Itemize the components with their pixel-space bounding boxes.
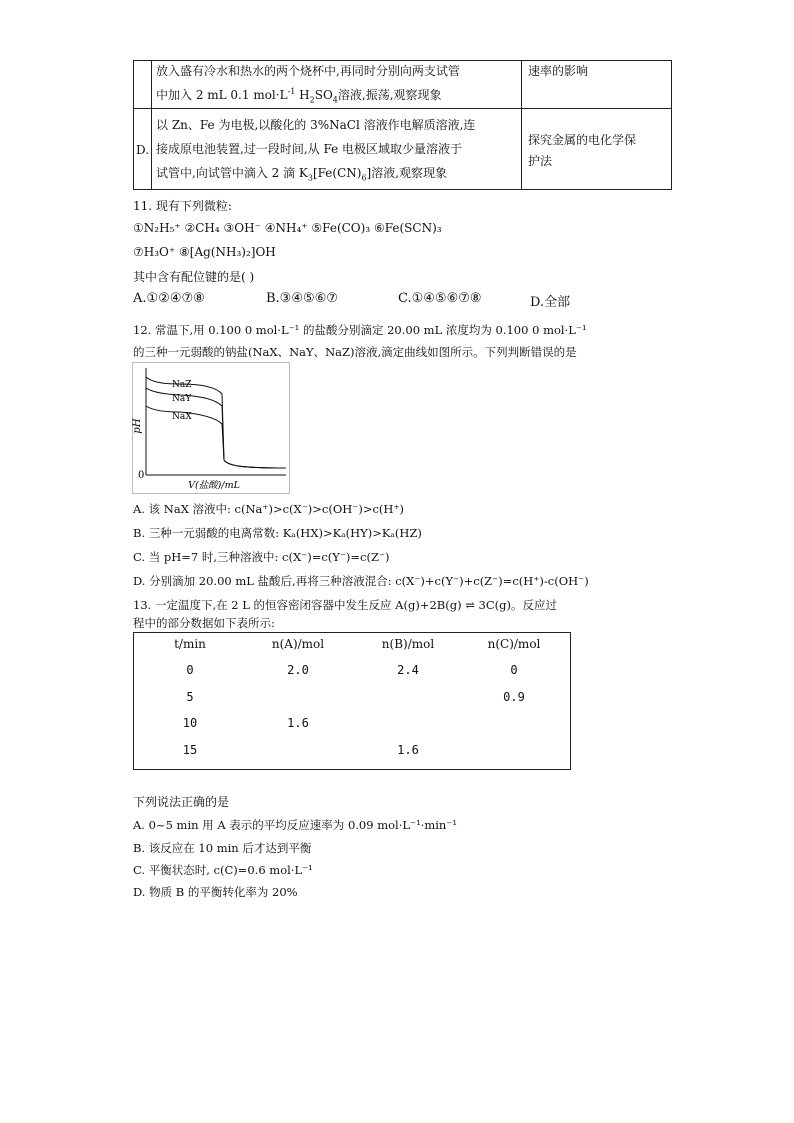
- q13-question: 下列说法正确的是: [133, 795, 230, 809]
- series-label-nax: NaX: [172, 412, 192, 422]
- nay-curve: [146, 388, 286, 468]
- y-axis-label: pH: [132, 418, 143, 434]
- series-label-nay: NaY: [172, 394, 192, 404]
- chart-border: [133, 363, 290, 494]
- titration-chart: [132, 362, 290, 494]
- q13-stem-1: 13. 一定温度下,在 2 L 的恒容密闭容器中发生反应 A(g)+2B(g) ⇌ 3C(g)。反应过: [133, 598, 557, 612]
- q11-question: 其中含有配位键的是( ): [133, 270, 255, 284]
- q13-option-a: A. 0~5 min 用 A 表示的平均反应速率为 0.09 mol·L⁻¹·min⁻¹: [133, 818, 458, 832]
- table-col-divider-1: [151, 60, 152, 189]
- table-cell: 1.6: [397, 743, 419, 757]
- row-c-purpose: 速率的影响: [528, 64, 589, 78]
- q12-option-d: D. 分别滴加 20.00 mL 盐酸后,再将三种溶液混合: c(X⁻)+c(Y⁻)+c(Z⁻)=c(H⁺)-c(OH⁻): [133, 574, 589, 588]
- row-d-line3: 试管中,向试管中滴入 2 滴 $K_3[Fe(CN)_6]$溶液,观察现象: [156, 166, 448, 183]
- nax-curve: [146, 406, 286, 468]
- q13-option-c: C. 平衡状态时, c(C)=0.6 mol·L⁻¹: [133, 863, 313, 877]
- table-cell: 0: [510, 663, 518, 677]
- q11-option-a: A.①②④⑦⑧: [133, 291, 205, 306]
- table-col-divider-2: [521, 60, 522, 189]
- x-axis-label: V(盐酸)/mL: [188, 480, 240, 491]
- row-d-line2: 接成原电池装置,过一段时间,从 Fe 电极区域取少量溶液于: [156, 142, 463, 156]
- row-d-label: D.: [136, 143, 150, 157]
- q13-option-d: D. 物质 B 的平衡转化率为 20%: [133, 885, 298, 899]
- row-d-purpose-1: 探究金属的电化学保: [528, 133, 637, 147]
- q13-option-b: B. 该反应在 10 min 后才达到平衡: [133, 841, 312, 855]
- q11-option-b: B.③④⑤⑥⑦: [266, 291, 338, 306]
- q12-stem-1: 12. 常温下,用 0.100 0 mol·L⁻¹ 的盐酸分别滴定 20.00 mL 浓度均为 0.100 0 mol·L⁻¹: [133, 323, 587, 337]
- table-cell: 0: [186, 663, 194, 677]
- table-header-cell: n(C)/mol: [487, 637, 541, 651]
- q12-stem-2: 的三种一元弱酸的钠盐(NaX、NaY、NaZ)溶液,滴定曲线如图所示。下列判断错误的是: [133, 345, 577, 359]
- row-c-line2: 中加入 2 mL 0.1 $mol\cdot L^{-1}$ $H_2SO_4$溶液,振荡,观察现象: [156, 87, 442, 105]
- table-cell: 5: [186, 690, 194, 704]
- q11-option-c: C.①④⑤⑥⑦⑧: [398, 291, 482, 306]
- row-c-line1: 放入盛有冷水和热水的两个烧杯中,再同时分别向两支试管: [156, 64, 460, 78]
- series-label-naz: NaZ: [172, 380, 192, 390]
- q11-particles-2: ⑦H₃O⁺ ⑧[Ag(NH₃)₂]OH: [133, 245, 276, 259]
- q11-particles-1: ①N₂H₅⁺ ②CH₄ ③OH⁻ ④NH₄⁺ ⑤Fe(CO)₃ ⑥Fe(SCN)₃: [133, 221, 442, 235]
- table-header-cell: t/min: [174, 637, 206, 651]
- q12-option-a: A. 该 NaX 溶液中: c(Na⁺)>c(X⁻)>c(OH⁻)>c(H⁺): [133, 502, 404, 516]
- titration-chart-svg: [132, 362, 290, 494]
- table-cell: 2.0: [287, 663, 309, 677]
- table-header-cell: n(A)/mol: [271, 637, 325, 651]
- table-cell: 1.6: [287, 716, 309, 730]
- table-cell: 0.9: [503, 690, 525, 704]
- q11-option-d: D.全部: [530, 295, 571, 310]
- table-cell: 15: [182, 743, 198, 757]
- q13-stem-2: 程中的部分数据如下表所示:: [133, 616, 275, 630]
- origin-label: 0: [138, 470, 145, 481]
- q11-stem: 11. 现有下列微粒:: [133, 199, 232, 213]
- table-header-cell: n(B)/mol: [381, 637, 435, 651]
- table-cell: 2.4: [397, 663, 419, 677]
- naz-curve: [146, 377, 286, 468]
- row-d-purpose-2: 护法: [528, 154, 553, 168]
- q12-option-b: B. 三种一元弱酸的电离常数: Kₐ(HX)>Kₐ(HY)>Kₐ(HZ): [133, 526, 422, 540]
- table-cell: 10: [182, 716, 198, 730]
- q12-option-c: C. 当 pH=7 时,三种溶液中: c(X⁻)=c(Y⁻)=c(Z⁻): [133, 550, 390, 564]
- row-d-line1: 以 Zn、Fe 为电极,以酸化的 3%NaCl 溶液作电解质溶液,连: [156, 118, 476, 132]
- row-divider: [133, 108, 671, 109]
